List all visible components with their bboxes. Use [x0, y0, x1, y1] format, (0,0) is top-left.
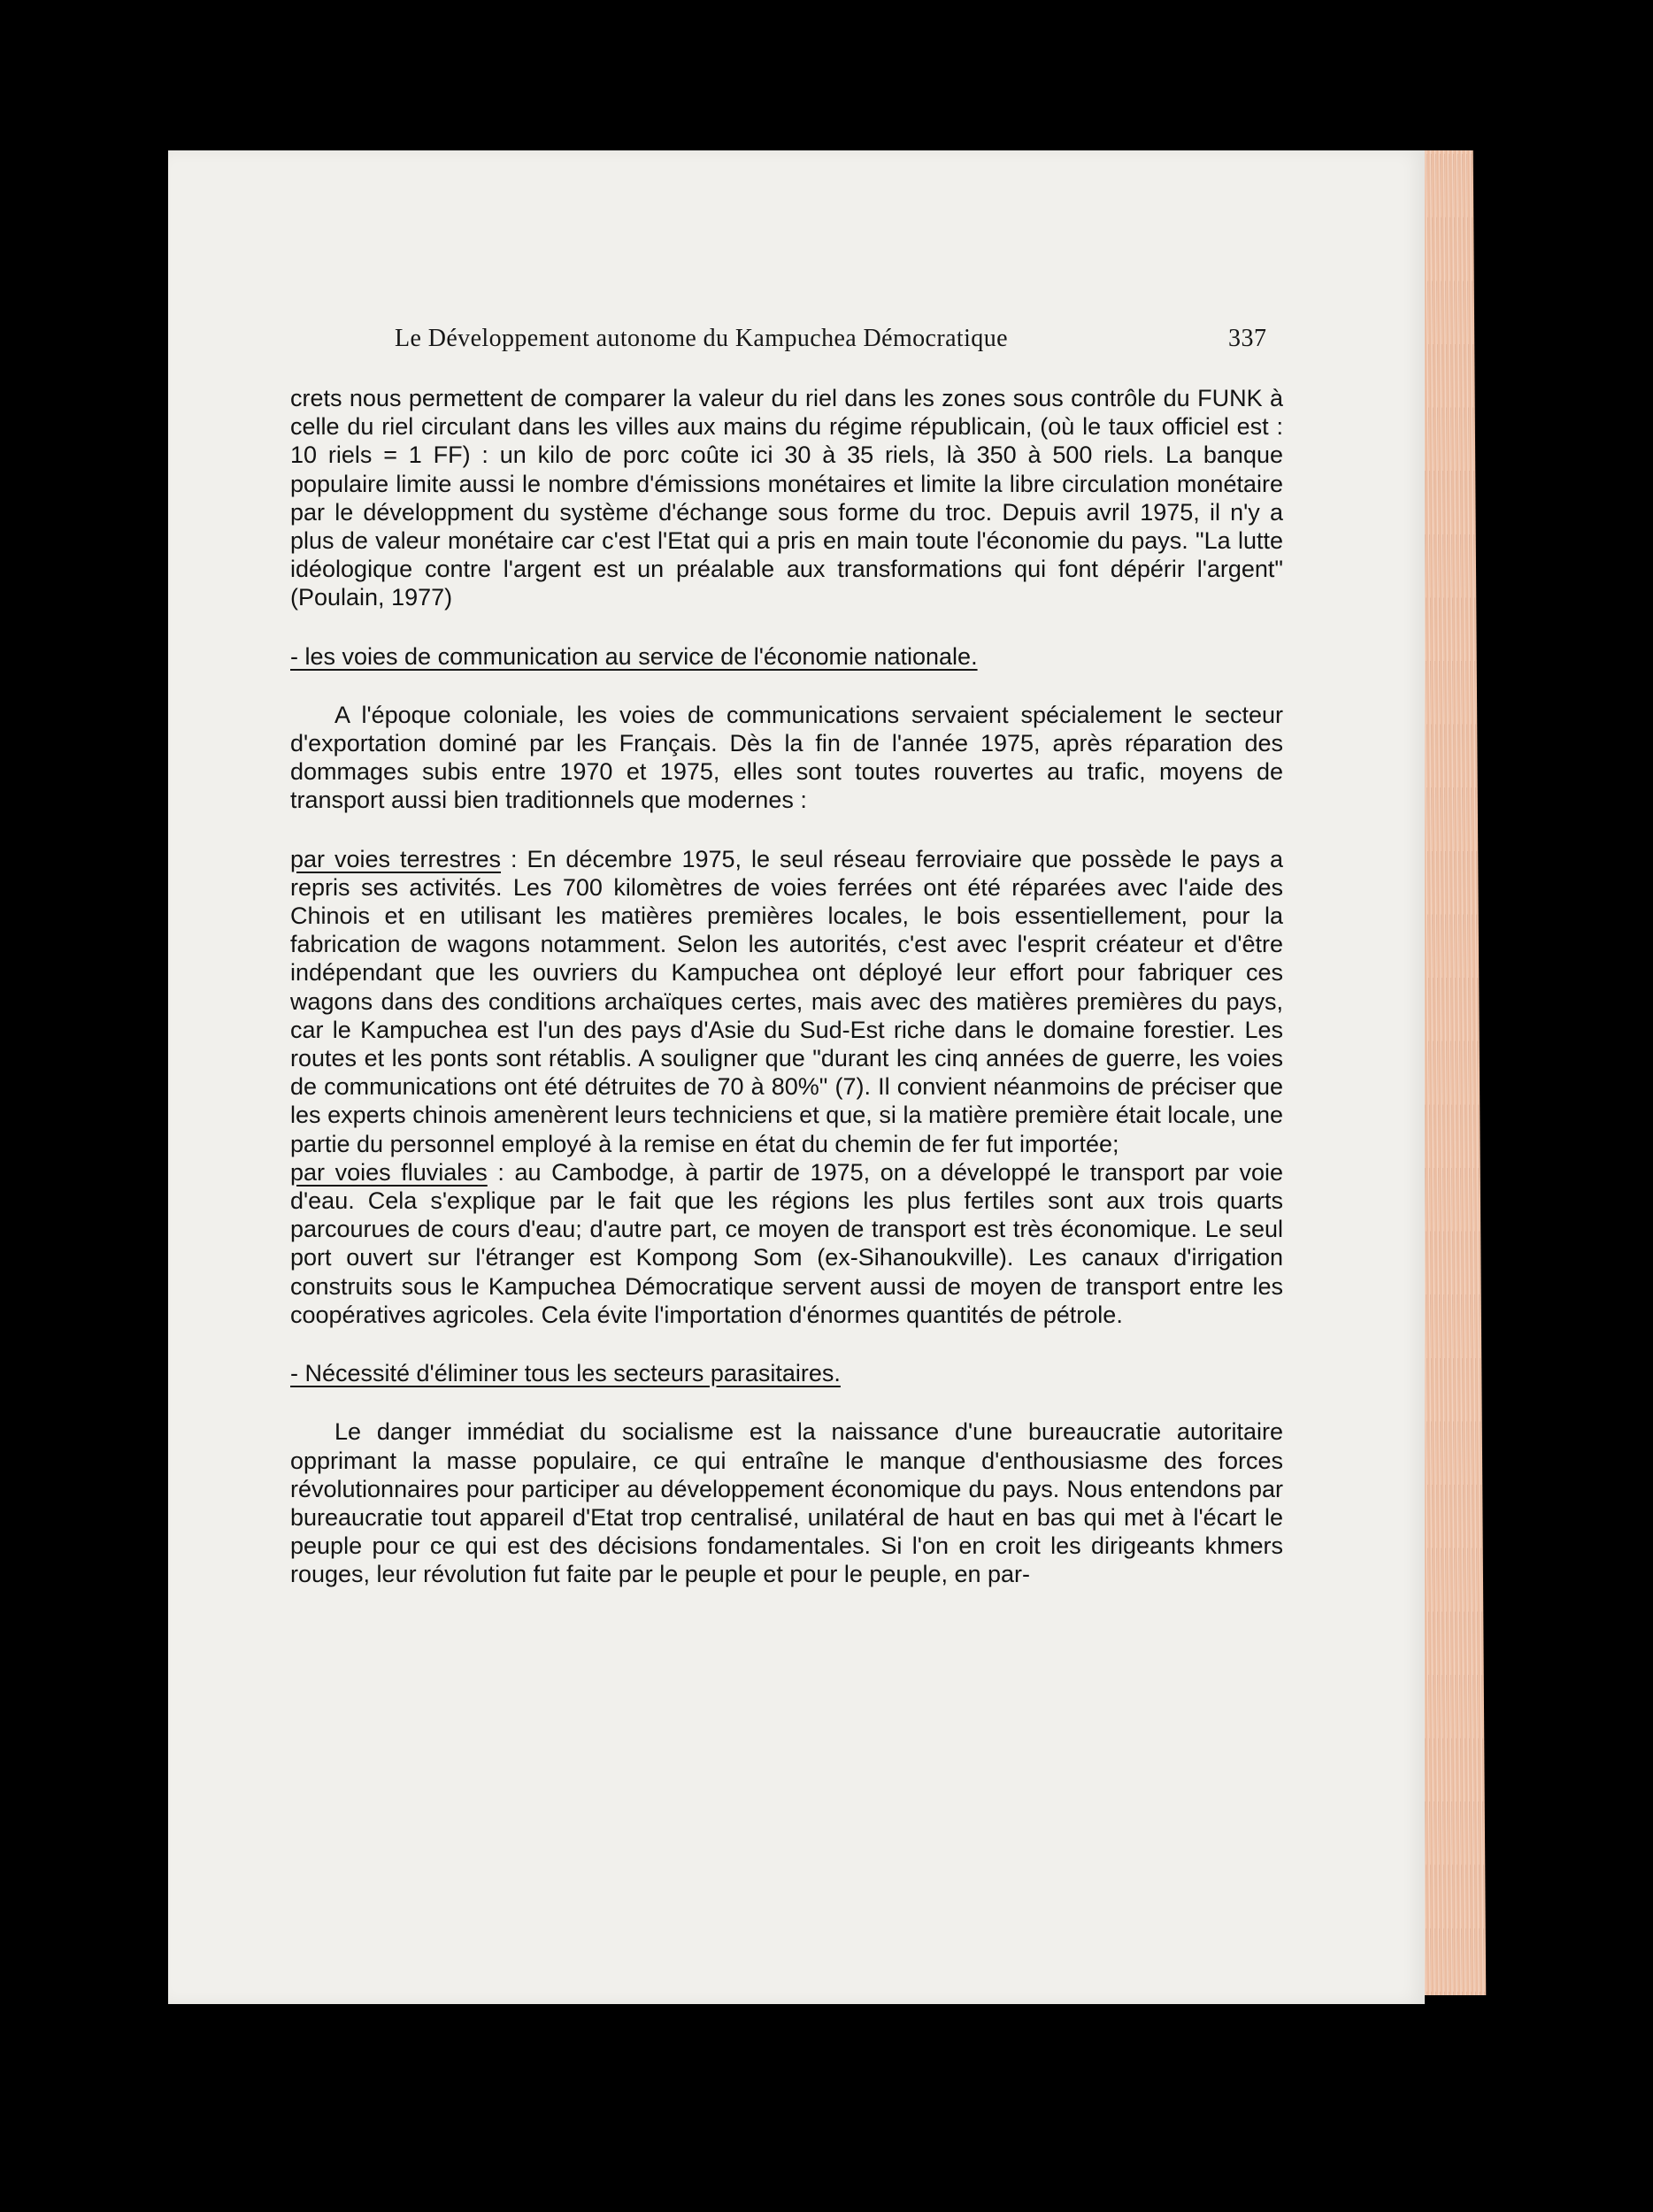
- waterways-text: : au Cambodge, à partir de 1975, on a développé le transport par voie d'eau. Cela s'explique par le fait que les régions les plus fertiles sont aux trois quarts parcourues de cours d'eau; d'autre part, ce moyen de transport est très économique. Le seul port ouvert sur l'étranger est Kompong Som (ex-Sihanoukville). Les canaux d'irrigation construits sous le Kampuchea Démocratique servent aussi de moyen de transport entre les coopératives agricoles. Cela évite l'importation d'énormes quantités de pétrole.: [290, 1158, 1283, 1328]
- section-heading-parasitic: [290, 1359, 1283, 1387]
- paragraph-colonial-era: A l'époque coloniale, les voies de communications servaient spécialement le secteur d'exportation dominé par les Français. Dès la fin de l'année 1975, après réparation des dommages subis entre 1970 et 1975, elles sont toutes rouvertes au trafic, moyens de transport aussi bien traditionnels que modernes :: [290, 701, 1283, 814]
- paragraph-bureaucracy: Le danger immédiat du socialisme est la naissance d'une bureaucratie autoritaire opprimant la masse populaire, ce qui entraîne le manque d'enthousiasme des forces révolutionnaires pour participer au développement économique du pays. Nous entendons par bureaucratie tout appareil d'Etat trop centralisé, unilatéral de haut en bas qui met à l'écart le peuple pour ce qui est des décisions fondamentales. Si l'on en croit les dirigeants khmers rouges, leur révolution fut faite par le peuple et pour le peuple, en par-: [290, 1418, 1283, 1588]
- paragraph-monetary: crets nous permettent de comparer la valeur du riel dans les zones sous contrôle du FUNK à celle du riel circulant dans les villes aux mains du régime républicain, (où le taux officiel est : 10 riels = 1 FF) : un kilo de porc coûte ici 30 à 35 riels, là 350 à 500 riels. La banque populaire limite aussi le nombre d'émissions monétaires et limite la libre circulation monétaire par le développment du système d'échange sous forme du troc. Depuis avril 1975, il n'y a plus de valeur monétaire car c'est l'Etat qui a pris en main toute l'économie du pays. "La lutte idéologique contre l'argent est un préalable aux transformations qui font dépérir l'argent" (Poulain, 1977): [290, 385, 1283, 611]
- section-heading-communication-text: - les voies de communication au service de l'économie nationale.: [290, 642, 978, 670]
- paragraph-land-routes: [290, 845, 1283, 1158]
- page-number: 337: [1228, 325, 1267, 352]
- section-heading-communication: [290, 642, 1283, 671]
- waterways-label: par voies fluviales: [290, 1158, 488, 1186]
- running-title: Le Développement autonome du Kampuchea Démocratique: [395, 325, 1008, 352]
- land-routes-label: par voies terrestres: [290, 845, 502, 872]
- section-heading-parasitic-text: - Nécessité d'éliminer tous les secteurs parasitaires.: [290, 1360, 841, 1387]
- paragraph-waterways: [290, 1158, 1283, 1329]
- body-text: [290, 384, 1283, 1589]
- book-page: [168, 150, 1425, 2004]
- land-routes-text: : En décembre 1975, le seul réseau ferroviaire que possède le pays a repris ses activités. Les 700 kilomètres de voies ferrées ont été réparées avec l'aide des Chinois et en utilisant les matières premières locales, le bois essentiellement, pour la fabrication de wagons notamment. Selon les autorités, c'est avec l'esprit créateur et d'être indépendant que les ouvriers du Kampuchea ont déployé leur effort pour fabriquer ces wagons dans des conditions archaïques certes, mais avec des matières premières du pays, car le Kampuchea est l'un des pays d'Asie du Sud-Est riche dans le domaine forestier. Les routes et les ponts sont rétablis. A souligner que "durant les cinq années de guerre, les voies de communications ont été détruites de 70 à 80%" (7). Il convient néanmoins de préciser que les experts chinois amenèrent leurs techniciens et que, si la matière première était locale, une partie du personnel employé à la remise en état du chemin de fer fut importée;: [290, 845, 1283, 1157]
